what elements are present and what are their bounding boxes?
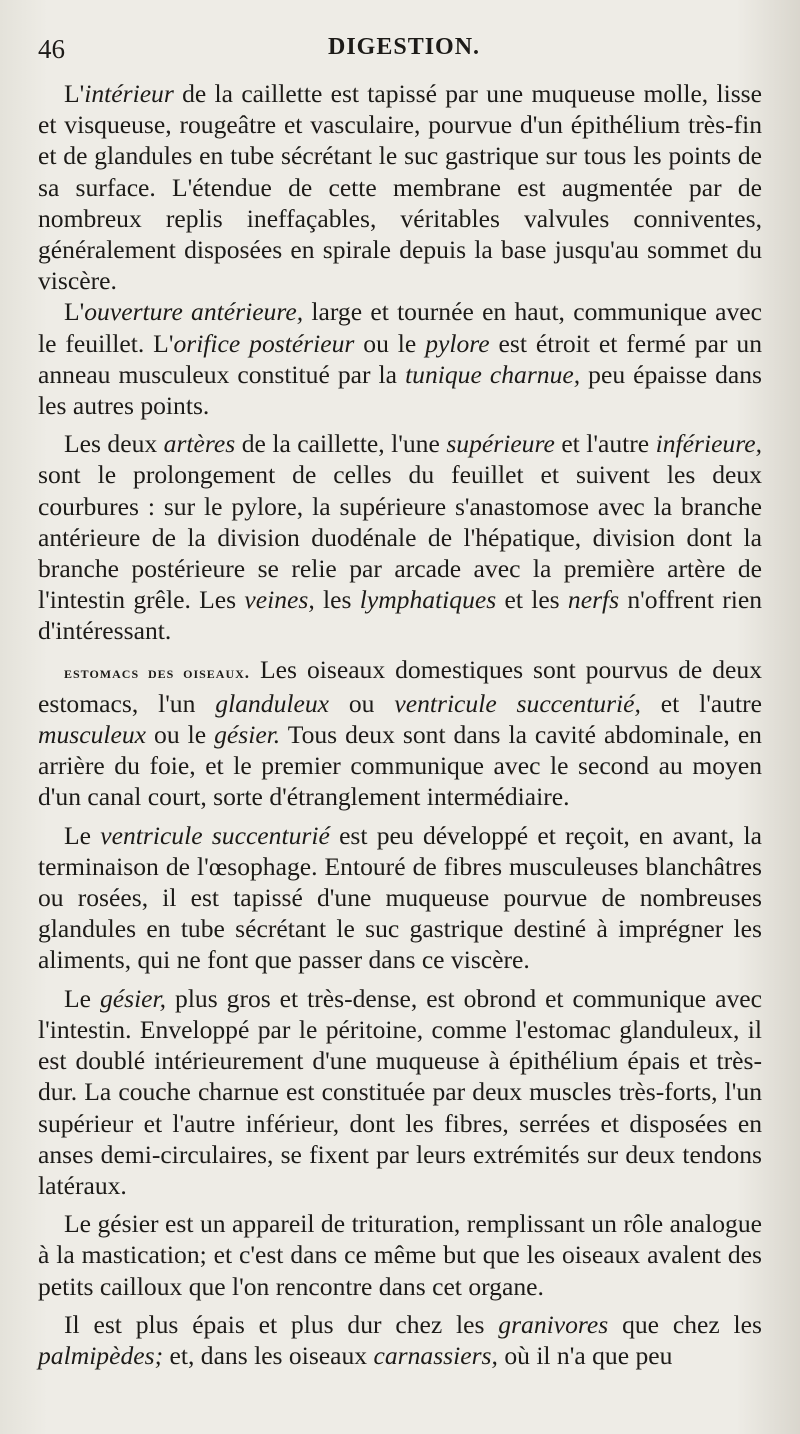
italic-term: tunique charnue, <box>405 359 581 389</box>
text-run: et l'autre <box>640 688 763 718</box>
text-run: et, dans les oiseaux <box>163 1340 374 1370</box>
text-run: peu épaisse dans les autres points. <box>38 359 763 421</box>
italic-term: granivores <box>498 1309 609 1339</box>
paragraph <box>38 78 762 296</box>
text-run: Les deux <box>64 429 164 459</box>
italic-term: carnassiers, <box>373 1340 498 1370</box>
text-run: large et tournée en haut, communique avec le feuillet. L' <box>38 297 762 358</box>
text-run: ou le <box>354 328 426 358</box>
text-run: Tous deux sont dans la cavité abdominale, en arrière du foie, et le premier communique avec le second au moyen d'un canal court, sorte d'étranglement intermédiaire. <box>38 720 762 812</box>
text-run: L' <box>64 79 85 108</box>
text-run: plus gros et très-dense, est obrond et communique avec l'intestin. Enveloppé par le péritoine, comme l'estomac glanduleux, il est doublé intérieurement d'une muqueuse à épithélium épais et très-dur. La couche charnue est constituée par deux muscles très-forts, l'un supérieur et l'autre inférieur, dont les fibres, serrées et disposées en anses demi-circulaires, se fixent par leurs extrémités sur deux tendons latéraux. <box>38 983 762 1200</box>
italic-term: pylore <box>425 328 490 358</box>
italic-term: ventricule succenturié, <box>394 688 641 718</box>
text-run: ou <box>329 688 395 718</box>
text-run: où il n'a que peu <box>497 1340 673 1370</box>
text-run: Il est plus épais et plus dur chez les <box>64 1309 499 1339</box>
text-run: ou le <box>146 720 215 750</box>
italic-term: glanduleux <box>215 688 330 718</box>
italic-term: inférieure, <box>655 429 762 459</box>
text-run: est étroit et fermé par un anneau musculeux constitué par la <box>38 328 762 389</box>
text-run: les <box>314 585 360 615</box>
italic-term: supérieure <box>446 429 555 459</box>
paragraph <box>38 296 762 421</box>
running-head <box>38 26 762 78</box>
italic-term: musculeux <box>38 720 147 750</box>
paragraph <box>38 428 762 646</box>
italic-term: intérieur <box>84 79 174 108</box>
italic-term: gésier. <box>214 720 281 750</box>
italic-term: orifice postérieur <box>173 328 355 358</box>
paragraph <box>38 1309 762 1371</box>
italic-term: ventricule succenturié <box>100 820 330 850</box>
text-run: de la caillette est tapissé par une muqueuse molle, lisse et visqueuse, rougeâtre et vasculaire, pourvue d'un épithélium très-fin et de glandules en tube sécrétant le suc gastrique sur tous les points de sa surface. L'étendue de cette membrane est augmentée par de nombreux replis ineffaçables, véritables valvules conniventes, généralement disposées en spirale depuis la base jusqu'au sommet du viscère. <box>38 79 762 296</box>
text-run: Le <box>64 820 101 850</box>
italic-term: palmipèdes; <box>38 1340 164 1370</box>
text-run: Le <box>64 983 100 1013</box>
text-run: L' <box>64 297 85 327</box>
italic-term: veines, <box>244 585 315 615</box>
italic-term: nerfs <box>567 585 620 615</box>
paragraph <box>38 654 762 813</box>
body-text <box>38 78 762 1371</box>
text-run: et les <box>496 585 568 615</box>
text-run: Les oiseaux domestiques sont pourvus de deux estomacs, l'un <box>38 654 763 718</box>
text-run: sont le prolongement de celles du feuillet et suivent les deux courbures : sur le pylore, la supérieure s'anastomose avec la branche antérieure de la division duodénale de l'hépatique, division dont la branche postérieure se relie par arcade avec la première artère de l'intestin grêle. Les <box>38 460 762 615</box>
italic-term: ouverture antérieure, <box>84 297 304 327</box>
paragraph <box>38 983 762 1201</box>
text-run: n'offrent rien d'intéressant. <box>38 585 762 646</box>
italic-term: lymphatiques <box>359 585 497 615</box>
page-number: 46 <box>38 34 65 64</box>
text-run: Le gésier est un appareil de trituration, remplissant un rôle analogue à la mastication; et c'est dans ce même but que les oiseaux avalent des petits cailloux que l'on rencontre dans cet organe. <box>38 1209 762 1301</box>
section-heading: estomacs des oiseaux. <box>64 662 251 682</box>
text-run: est peu développé et reçoit, en avant, la terminaison de l'œsophage. Entouré de fibres musculeuses blanchâtres ou rosées, il est tapissé d'une muqueuse pourvue de nombreuses glandules en tube sécrétant le suc gastrique destiné à imprégner les aliments, qui ne font que passer dans ce viscère. <box>38 820 762 975</box>
running-title: DIGESTION. <box>328 34 481 60</box>
paragraph <box>38 820 762 976</box>
text-run: de la caillette, l'une <box>235 429 447 459</box>
italic-term: gésier, <box>99 983 167 1013</box>
text-run: que chez les <box>608 1309 762 1339</box>
text-run: et l'autre <box>554 429 656 459</box>
paragraph <box>38 1208 762 1302</box>
italic-term: artères <box>163 429 236 459</box>
